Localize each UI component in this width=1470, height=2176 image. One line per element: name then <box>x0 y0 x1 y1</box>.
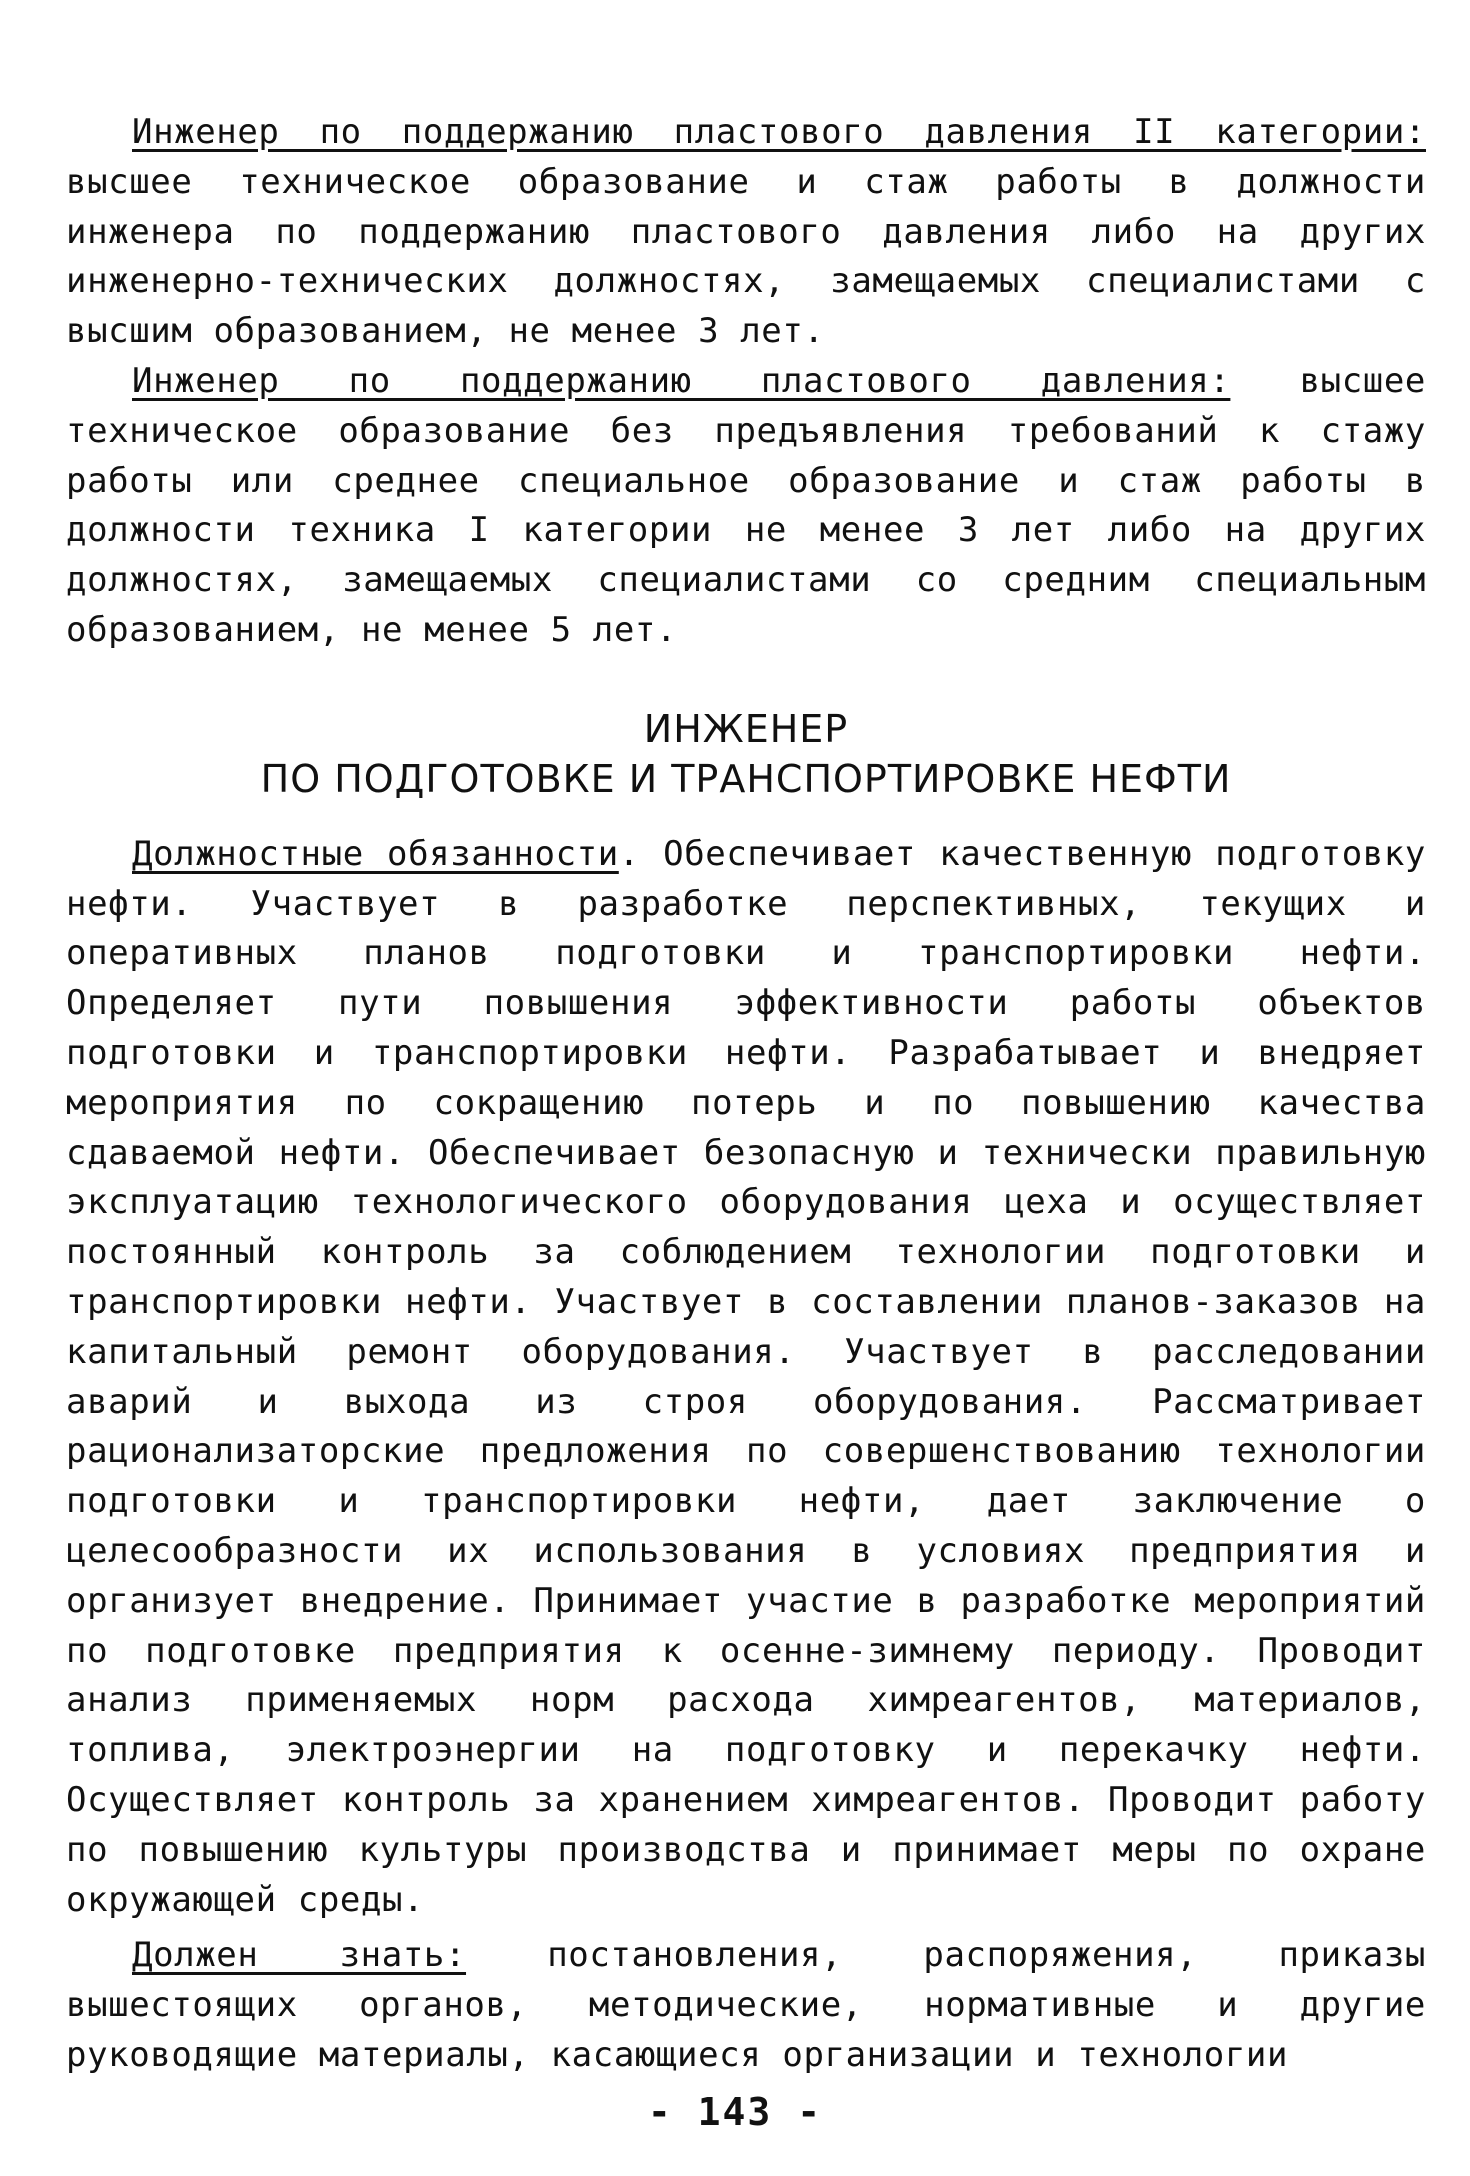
heading-line-2: ПО ПОДГОТОВКЕ И ТРАНСПОРТИРОВКЕ НЕФТИ <box>260 756 1232 801</box>
paragraph-text: постановления, распоряжения, приказы вышестоящих органов, методические, нормативные и другие руководящие материалы, касающиеся организации и технологии <box>66 1935 1426 2075</box>
page-number: - 143 - <box>647 2090 823 2134</box>
page-body <box>66 108 1426 2081</box>
paragraph-lead: Инженер по поддержанию пластового давления II категории: <box>132 112 1426 152</box>
paragraph-lead: Должен знать: <box>132 1935 467 1976</box>
duties-paragraph <box>66 830 1426 1926</box>
must-know-paragraph <box>66 1931 1426 2080</box>
qualification-paragraph-category-2 <box>66 108 1426 357</box>
paragraph-text: высшее техническое образование и стаж работы в должности инженера по поддержанию пластового давления либо на других инженерно-технических должностях, замещаемых специалистами с высшим образованием, не менее 3 лет. <box>66 161 1426 352</box>
paragraph-lead: Инженер по поддержанию пластового давления: <box>132 360 1231 401</box>
section-heading <box>66 704 1426 804</box>
qualification-paragraph-engineer <box>66 357 1426 656</box>
paragraph-text: . Обеспечивает качественную подготовку нефти. Участвует в разработке перспективных, текущих и оперативных планов подготовки и транспортировки нефти. Определяет пути повышения эффективности работы объектов подготовки и транспортировки нефти. Разрабатывает и внедряет мероприятия по сокращению потерь и по повышению качества сдаваемой нефти. Обеспечивает безопасную и технически правильную эксплуатацию технологического оборудования цеха и осуществляет постоянный контроль за соблюдением технологии подготовки и транспортировки нефти. Участвует в составлении планов-заказов на капитальный ремонт оборудования. Участвует в расследовании аварий и выхода из строя оборудования. Рассматривает рационализаторские предложения по совершенствованию технологии подготовки и транспортировки нефти, дает заключение о целесообразности их использования в условиях предприятия и организует внедрение. Принимает участие в разработке мероприятий по подготовке предприятия к осенне-зимнему периоду. Проводит анализ применяемых норм расхода химреагентов, материалов, топлива, электроэнергии на подготовку и перекачку нефти. Осуществляет контроль за хранением химреагентов. Проводит работу по повышению культуры производства и принимает меры по охране окружающей среды. <box>66 833 1426 1920</box>
paragraph-text: высшее техническое образование без предъявления требований к стажу работы или среднее специальное образование и стаж работы в должности техника I категории не менее 3 лет либо на других должностях, замещаемых специалистами со средним специальным образованием, не менее 5 лет. <box>66 360 1426 650</box>
heading-line-1: ИНЖЕНЕР <box>643 706 849 751</box>
paragraph-lead: Должностные обязанности <box>132 833 619 874</box>
